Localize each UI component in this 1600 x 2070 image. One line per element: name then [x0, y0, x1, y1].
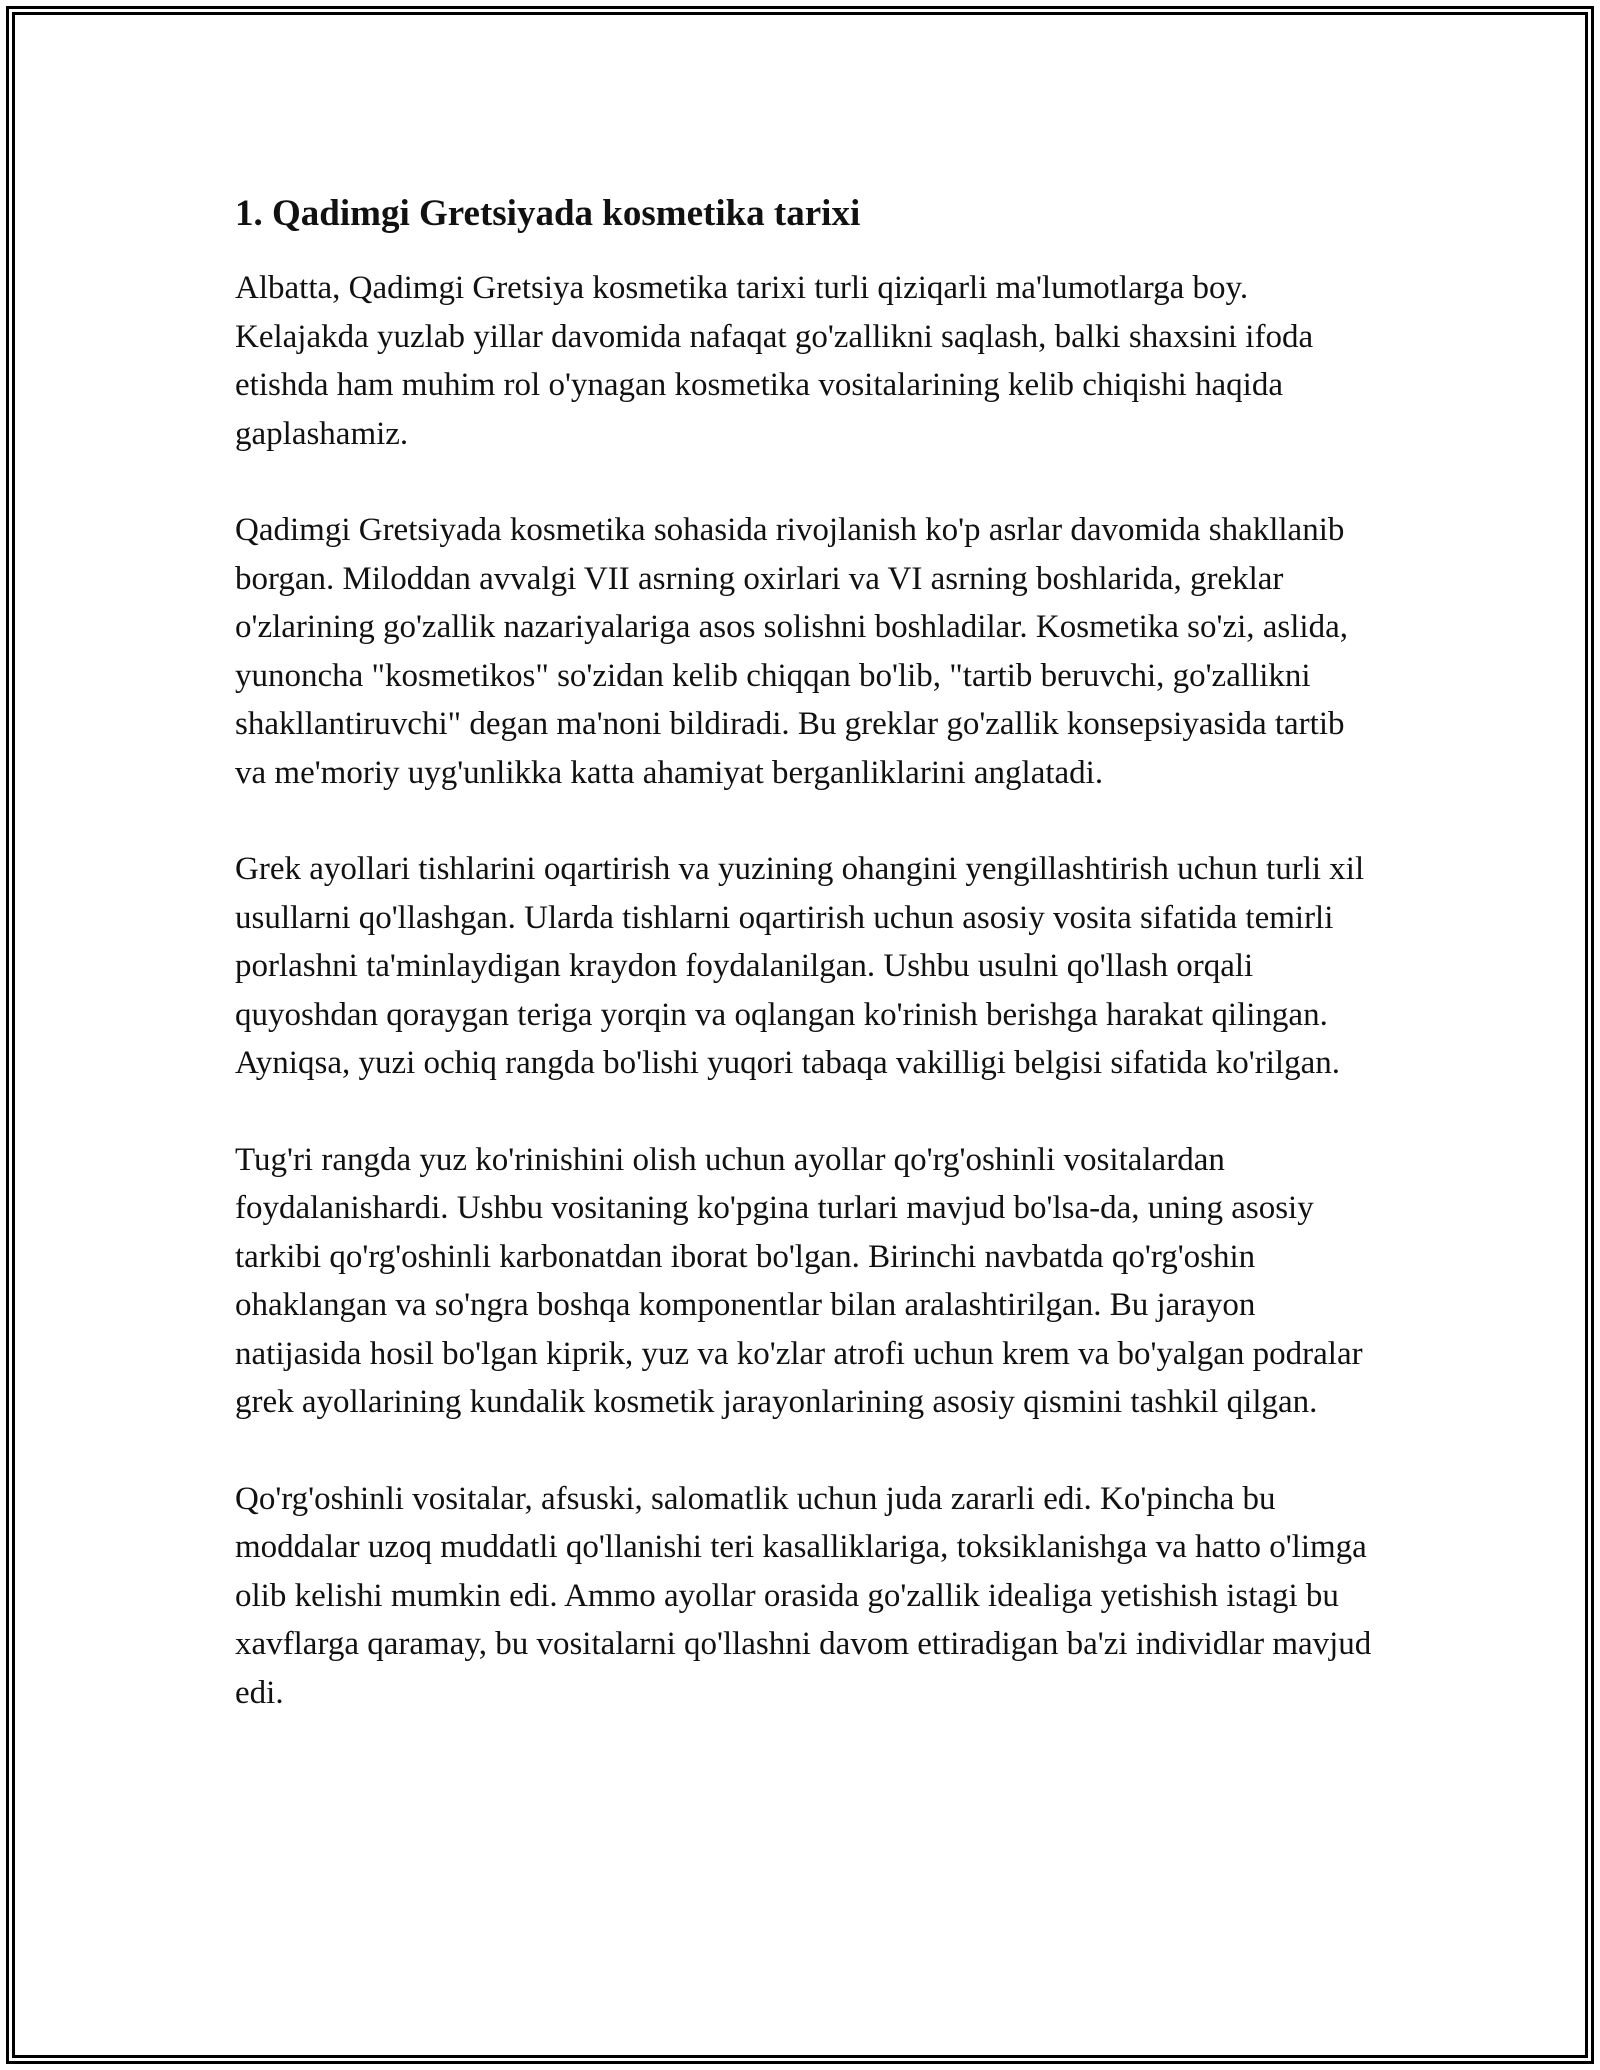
paragraph-3: Grek ayollari tishlarini oqartirish va yuzining ohangini yengillashtirish uchun turli xil usullarni qo'llashgan. Ularda tishlarni oqartirish uchun asosiy vosita sifatida temirli porlashni ta'minlaydigan kraydon foydalanilgan. Ushbu usulni qo'llash orqali quyoshdan qoraygan teriga yorqin va oqlangan ko'rinish berishga harakat qilingan. Ayniqsa, yuzi ochiq rangda bo'lishi yuqori tabaqa vakilligi belgisi sifatida ko'rilgan.	[235, 851, 1365, 1081]
paragraph-4: Tug'ri rangda yuz ko'rinishini olish uchun ayollar qo'rg'oshinli vositalardan foydalanishardi. Ushbu vositaning ko'pgina turlari mavjud bo'lsa-da, uning asosiy tarkibi qo'rg'oshinli karbonatdan iborat bo'lgan. Birinchi navbatda qo'rg'oshin ohaklangan va so'ngra boshqa komponentlar bilan aralashtirilgan. Bu jarayon natijasida hosil bo'lgan kiprik, yuz va ko'zlar atrofi uchun krem va bo'yalgan podralar grek ayollarining kundalik kosmetik jarayonlarining asosiy qismini tashkil qilgan.	[235, 1141, 1363, 1420]
document-body	[235, 186, 1375, 1765]
paragraph-2: Qadimgi Gretsiyada kosmetika sohasida rivojlanish ko'p asrlar davomida shakllanib borgan. Miloddan avvalgi VII asrning oxirlari va VI asrning boshlarida, greklar o'zlarining go'zallik nazariyalariga asos solishni boshladilar. Kosmetika so'zi, aslida, yunoncha "kosmetikos" so'zidan kelib chiqqan bo'lib, "tartib beruvchi, go'zallikni shakllantiruvchi" degan ma'noni bildiradi. Bu greklar go'zallik konsepsiyasida tartib va me'moriy uyg'unlikka katta ahamiyat berganliklarini anglatadi.	[235, 512, 1348, 791]
paragraph-5: Qo'rg'oshinli vositalar, afsuski, salomatlik uchun juda zararli edi. Ko'pincha bu moddalar uzoq muddatli qo'llanishi teri kasalliklariga, toksiklanishga va hatto o'limga olib kelishi mumkin edi. Ammo ayollar orasida go'zallik idealiga yetishish istagi bu xavflarga qaramay, bu vositalarni qo'llashni davom ettiradigan ba'zi individlar mavjud edi.	[235, 1480, 1372, 1711]
document-title: 1. Qadimgi Gretsiyada kosmetika tarixi	[235, 193, 861, 234]
paragraph-1: Albatta, Qadimgi Gretsiya kosmetika tarixi turli qiziqarli ma'lumotlarga boy. Kelajakda yuzlab yillar davomida nafaqat go'zallikni saqlash, balki shaxsini ifoda etishda ham muhim rol o'ynagan kosmetika vositalarining kelib chiqishi haqida gaplashamiz.	[235, 270, 1314, 452]
